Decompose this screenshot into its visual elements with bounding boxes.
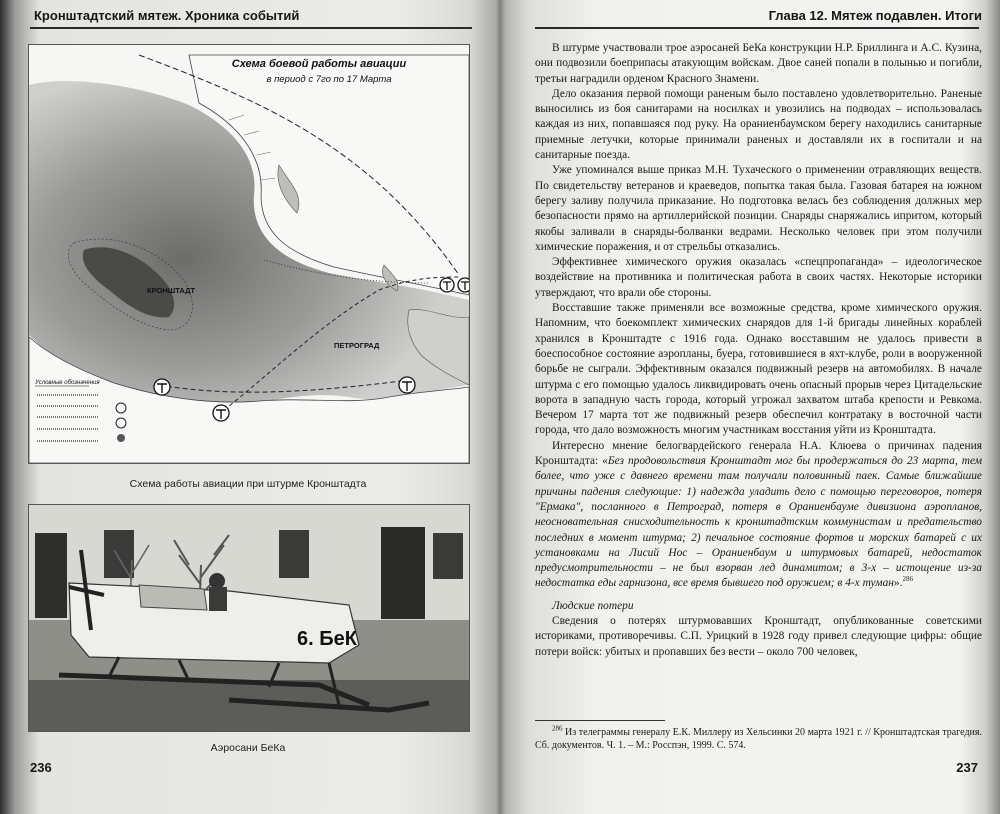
body-text	[535, 41, 982, 660]
right-page	[505, 0, 1000, 814]
aerosled-photo-svg	[29, 505, 469, 731]
left-running-head: Кронштадтский мятеж. Хроника событий	[34, 8, 300, 23]
building-doorway	[381, 527, 425, 619]
aviation-map-figure	[28, 44, 470, 464]
left-page	[0, 0, 495, 814]
aerosled-photo	[28, 504, 470, 732]
quote-intro: Интересно мнение белогвардейского генерала Н.А. Клюева о причинах падения Кронштадта: «	[535, 439, 982, 468]
aviation-map-svg	[29, 45, 469, 463]
paragraph: В штурме участвовали трое аэросаней БеКа конструкции Н.Р. Бриллинга и А.С. Кузина, они подвозили боеприпасы атакующим войскам. Двое саней попали в полынью и погибли, третьи наградили орденом Красного Знамени.	[535, 42, 982, 85]
airfield-marker	[458, 278, 469, 292]
driver-figure	[209, 573, 225, 589]
paragraph: Сведения о потерях штурмовавших Кронштадт, опубликованные советскими историками, противоречивы. С.П. Урицкий в 1928 году привел следующие цифры: общие потери войск: убитых и пропавших без вести – около 700 человек,	[535, 614, 982, 658]
footnote-number: 286	[552, 724, 563, 733]
footnote-text: Из телеграммы генералу Е.К. Миллеру из Хельсинки 20 марта 1921 г. // Кронштадтская трагедия. Сб. документов. Ч. 1. – М.: Росспэн, 1999. С. 574.	[535, 727, 982, 751]
paragraph: Восставшие также применяли все возможные средства, кроме химического оружия. Напомним, что боекомплект химических снарядов для 1-й бригады линейных кораблей хранился в Кронштадте с 1916 года. Однако восставшим не удалось привести в боеспособное состояние аэропланы, буера, готовившиеся в яхт-клубе, роли в вооруженной борьбе не сыграли. Эффективным оказался подвижный резерв на автомобилях. В начале штурма с его помощью удалось ликвидировать очень опасный прорыв через Цитадельские ворота в западную часть города, который угрожал захватом штаба крепости и Ревкома. Вечером 17 марта тот же подвижный резерв обеспечил контратаку в восточной части города, что дало возможность многим участникам восстания уйти из Кронштадта.	[535, 302, 982, 437]
paragraph: Дело оказания первой помощи раненым было поставлено удовлетворительно. Раненые выносились из боя санитарами на носилках и увозились на подводах – использовалась каждая из них, попавшаяся под руку. На ораниенбаумском берегу находились санитарные приемные летучки, которые принимали раненых и доставляли их в госпитали и на санитарные поезда.	[535, 87, 982, 162]
building-window	[279, 530, 309, 578]
map-title-line1: Схема боевой работы авиации	[231, 58, 407, 70]
aerosled-marking: 6. БеК	[297, 628, 357, 650]
airfield-marker	[440, 278, 454, 292]
building-window	[104, 530, 134, 578]
footnote-reference[interactable]: 286	[902, 575, 913, 584]
map-caption: Схема работы авиации при штурме Кронштадта	[129, 478, 367, 490]
right-header-rule	[535, 27, 979, 29]
building-window	[433, 533, 463, 579]
quote-paragraph	[535, 439, 982, 592]
map-title-line2: в период с 7го по 17 Марта	[266, 74, 392, 85]
airfield-marker	[154, 379, 170, 395]
quote-end: ».	[893, 577, 903, 590]
section-subheading: Людские потери	[552, 599, 634, 612]
label-kronstadt: КРОНШТАДТ	[147, 286, 195, 295]
page-number-left: 236	[30, 760, 52, 775]
left-header-rule	[30, 27, 472, 29]
paragraph: Уже упоминался выше приказ М.Н. Тухаческого о применении отравляющих веществ. По свидетельству ветеранов и краеведов, попытка такая была. Газовая батарея на южном берегу заливу получила приказание. Но подготовка велась без соблюдения должных мер безопасности прямо на артиллерийской позиции. Снаряды снаряжались ипритом, который якобы заливали в снаряды-болванки ведрами. Несколько человек при этом получили химические поражения, и от стрельбы отказались.	[535, 164, 982, 253]
quote-text: Без продовольствия Кронштадт мог бы продержаться до 23 марта, тем более, что уже с давнего времени там получали половинный паек. Самые ближайшие причины падения следующие: 1) надежда уладить дело с помощью переговоров, потеря "Ермака", посланного в Петроград, потеря в Ораниенбауме дивизиона аэропланов, неосновательная снисходительность к кронштадтским коммунистам и предательство последних в момент штурма; 2) печальное состояние фортов и морских батарей с их установками на Лисий Нос – Ораниенбаум и штурмовых батарей, недостаток предусмотрительности – не был взорван лед динамитом; в 3-х – истощение из-за недостатка еды гарнизона, все время бывшего под оружием; в 4-х туман	[535, 455, 982, 590]
photo-caption: Аэросани БеКа	[210, 742, 286, 754]
right-running-head: Глава 12. Мятеж подавлен. Итоги	[768, 8, 982, 23]
airfield-marker	[399, 377, 415, 393]
footnote	[535, 726, 982, 752]
driver-figure	[209, 587, 227, 611]
aerosled-cockpit	[139, 585, 207, 610]
page-number-right: 237	[956, 760, 978, 775]
airfield-marker	[213, 405, 229, 421]
label-petrograd: ПЕТРОГРАД	[334, 341, 380, 350]
map-legend-title: Условные обозначения	[35, 380, 100, 386]
paragraph: Эффективнее химического оружия оказалась «спецпропаганда» – идеологическое воздействие на противника и политическая работа в своих частях. Некоторые историки утверждают, что врали обе стороны.	[535, 256, 982, 299]
building-door	[35, 533, 67, 618]
footnote-rule	[535, 720, 665, 721]
